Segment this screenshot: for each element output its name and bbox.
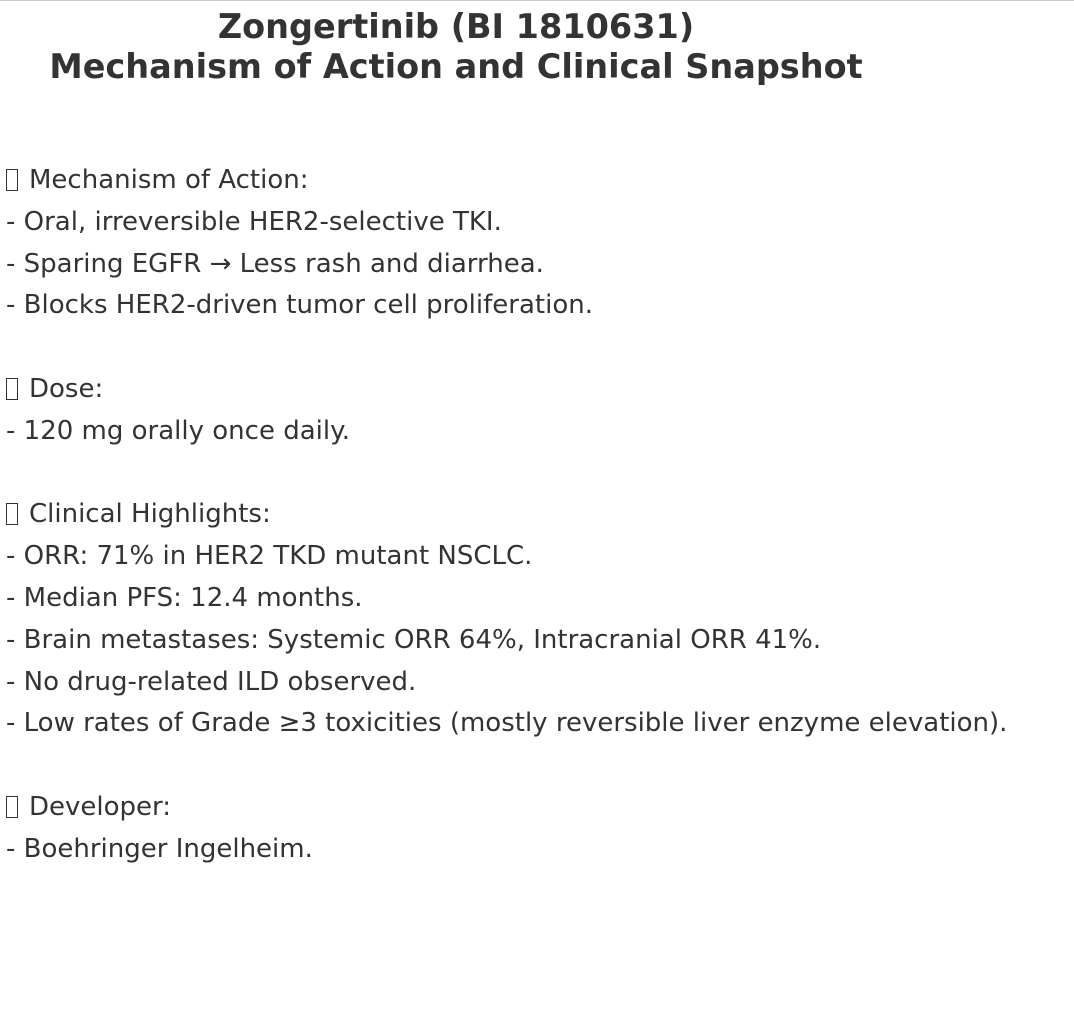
list-item: - Brain metastases: Systemic ORR 64%, Intracranial ORR 41%. [6, 624, 822, 655]
title-line-2: Mechanism of Action and Clinical Snapshot [49, 47, 863, 86]
section-dose [6, 369, 1007, 453]
missing-glyph-icon [6, 378, 18, 400]
list-item: - Oral, irreversible HER2-selective TKI. [6, 206, 502, 237]
missing-glyph-icon [6, 796, 18, 818]
title-line-1: Zongertinib (BI 1810631) [217, 7, 695, 46]
section-heading-text: Clinical Highlights: [29, 499, 271, 530]
list-item: - Sparing EGFR → Less rash and diarrhea. [6, 248, 544, 279]
list-item: - 120 mg orally once daily. [6, 415, 351, 446]
list-item: - Low rates of Grade ≥3 toxicities (mostly reversible liver enzyme elevation). [6, 708, 1008, 739]
missing-glyph-icon [6, 169, 18, 191]
spacer [6, 327, 1007, 369]
list-item: - No drug-related ILD observed. [6, 666, 417, 697]
list-item: - ORR: 71% in HER2 TKD mutant NSCLC. [6, 541, 533, 572]
spacer [6, 745, 1007, 787]
missing-glyph-icon [6, 503, 18, 525]
section-developer [6, 787, 1007, 871]
list-item: - Blocks HER2-driven tumor cell proliferation. [6, 290, 593, 321]
section-heading [6, 369, 1007, 411]
spacer [6, 453, 1007, 495]
top-border [0, 0, 1074, 1]
list-item: - Boehringer Ingelheim. [6, 833, 313, 864]
section-heading [6, 160, 1007, 202]
section-heading-text: Dose: [29, 373, 104, 404]
section-heading-text: Mechanism of Action: [29, 165, 309, 195]
list-item: - Median PFS: 12.4 months. [6, 582, 363, 613]
section-mechanism [6, 160, 1007, 327]
page-title [0, 7, 912, 87]
section-heading [6, 787, 1007, 829]
section-heading-text: Developer: [29, 791, 172, 822]
section-clinical-highlights [6, 494, 1007, 745]
section-heading [6, 494, 1007, 536]
snapshot-content [6, 160, 1007, 871]
